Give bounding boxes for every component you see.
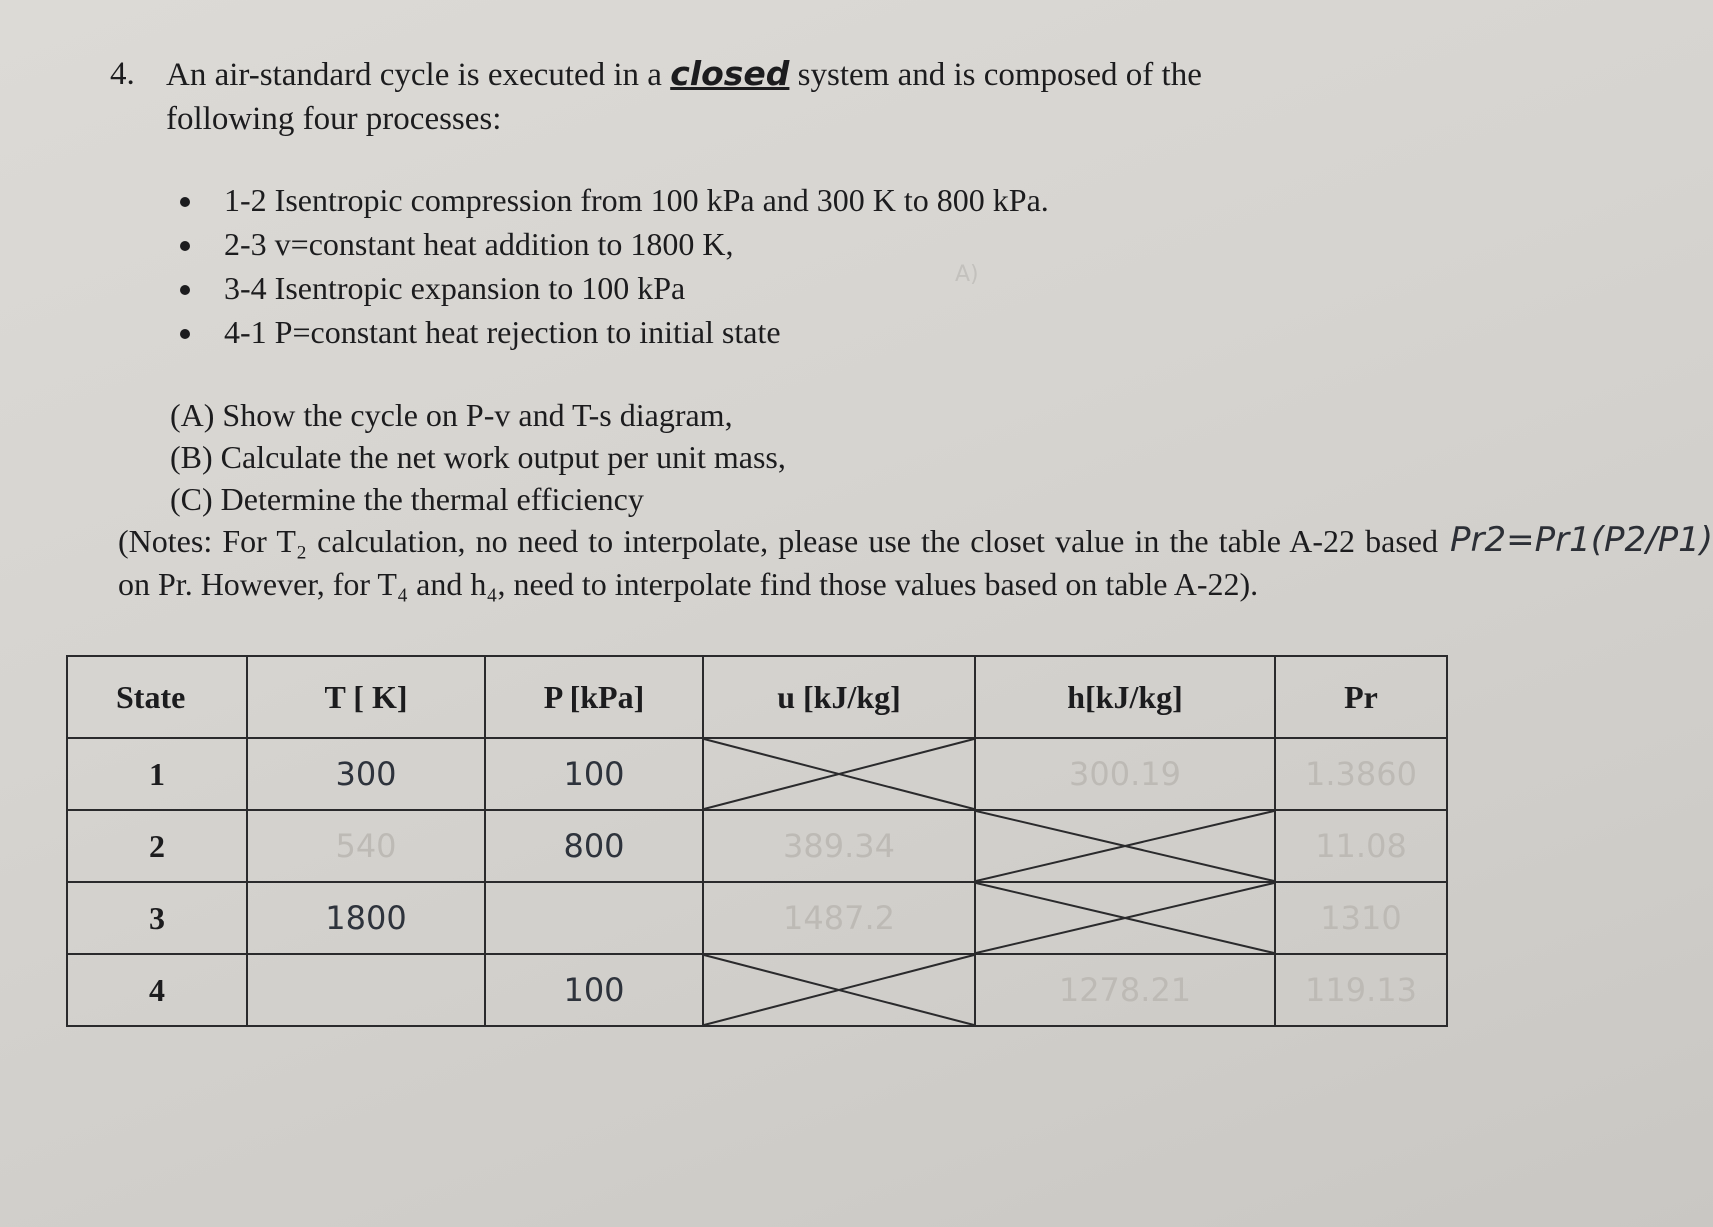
internal-energy-cell: 389.34 [703,810,975,882]
column-header-pr: Pr [1275,656,1447,738]
internal-energy-cell: 1487.2 [703,882,975,954]
notes-paragraph: (Notes: For T₂ calculation, no need to interpolate, please use the closet value in the table A-22 based on Pr. However, for T₄ and h₄, need to interpolate find those values based on table A-22). [118,523,1438,602]
temperature-cell: 300 [247,738,485,810]
question-intro [166,52,1296,141]
column-header-state: State [67,656,247,738]
process-item: 3-4 Isentropic expansion to 100 kPa [168,266,1049,310]
question-number: 4. [110,56,135,92]
intro-text-before: An air-standard cycle is executed in a [166,57,671,93]
crossed-out-cell [703,954,975,1026]
temperature-cell: 1800 [247,882,485,954]
column-header-enthalpy: h[kJ/kg] [975,656,1275,738]
bullet-icon [180,241,190,251]
pressure-cell [485,882,703,954]
bullet-icon [180,285,190,295]
process-list [168,178,1049,354]
crossed-out-cell [975,810,1275,882]
temperature-cell [247,954,485,1026]
handwritten-formula: Pr2=Pr1(P2/P1) [1450,520,1713,560]
state-cell: 1 [67,738,247,810]
pr-cell: 1310 [1275,882,1447,954]
part-b: (B) Calculate the net work output per unit mass, [170,439,786,475]
temperature-cell: 540 [247,810,485,882]
crossed-out-cell [975,882,1275,954]
column-header-temperature: T [ K] [247,656,485,738]
bullet-icon [180,197,190,207]
cross-mark-icon [976,811,1274,881]
state-table [66,655,1448,1027]
cross-mark-icon [704,739,974,809]
table-row [67,738,1447,810]
table-row [67,882,1447,954]
part-a: (A) Show the cycle on P-v and T-s diagram, [170,397,733,433]
column-header-pressure: P [kPa] [485,656,703,738]
faint-annotation: A) [955,262,979,287]
question-parts [170,394,786,520]
part-c: (C) Determine the thermal efficiency [170,481,644,517]
intro-text-after: system and is composed of the following four processes: [166,57,1202,137]
bullet-icon [180,329,190,339]
process-item: 4-1 P=constant heat rejection to initial state [168,310,1049,354]
pr-cell: 1.3860 [1275,738,1447,810]
state-cell: 2 [67,810,247,882]
pressure-cell: 100 [485,738,703,810]
column-header-internal-energy: u [kJ/kg] [703,656,975,738]
table-row [67,954,1447,1026]
enthalpy-cell: 300.19 [975,738,1275,810]
pr-cell: 119.13 [1275,954,1447,1026]
intro-emphasis: closed [670,54,790,93]
pressure-cell: 100 [485,954,703,1026]
cross-mark-icon [704,955,974,1025]
crossed-out-cell [703,738,975,810]
enthalpy-cell: 1278.21 [975,954,1275,1026]
process-item: 2-3 v=constant heat addition to 1800 K, [168,222,1049,266]
table-row [67,810,1447,882]
table-header-row [67,656,1447,738]
state-cell: 3 [67,882,247,954]
cross-mark-icon [976,883,1274,953]
process-item: 1-2 Isentropic compression from 100 kPa and 300 K to 800 kPa. [168,178,1049,222]
pressure-cell: 800 [485,810,703,882]
state-cell: 4 [67,954,247,1026]
pr-cell: 11.08 [1275,810,1447,882]
